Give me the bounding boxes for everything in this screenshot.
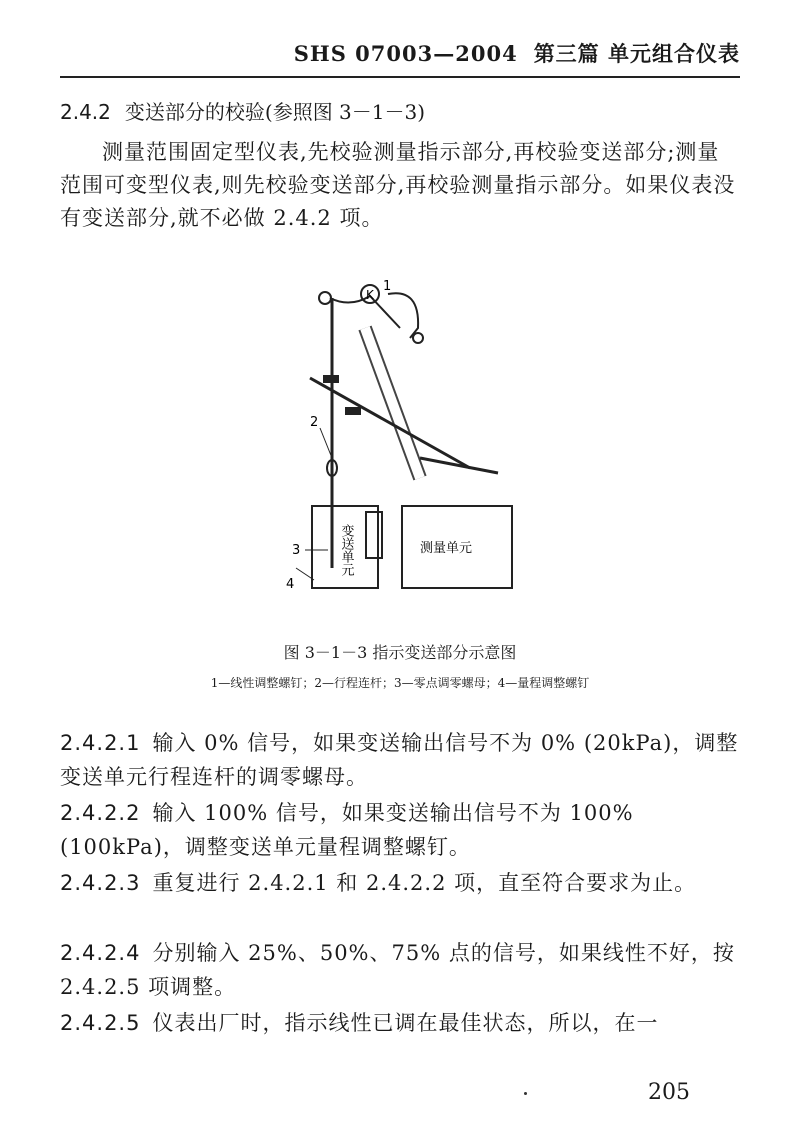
clause-2-4-2-3 xyxy=(60,866,740,900)
clause-number: 2.4.2.2 xyxy=(60,801,141,825)
page-number: 205 xyxy=(648,1080,690,1105)
running-header xyxy=(60,30,740,78)
clause-2-4-2-5 xyxy=(60,1006,740,1040)
label-measure-unit: 测量单元 xyxy=(420,541,473,556)
clause-number: 2.4.2.1 xyxy=(60,731,141,755)
header-section: 第三篇 单元组合仪表 xyxy=(533,41,740,66)
label-1: 1 xyxy=(383,279,392,294)
section-number: 2.4.2 xyxy=(60,100,111,124)
label-3: 3 xyxy=(292,543,301,558)
label-k: K xyxy=(366,288,374,302)
label-transmit-unit: 变送单元 xyxy=(338,524,354,576)
clause-text: 输入 100% 信号，如果变送输出信号不为 100% (100kPa)，调整变送单元量程调整螺钉。 xyxy=(60,801,634,859)
pivot-top-left xyxy=(319,292,331,304)
section-title: 变送部分的校验(参照图 3－1－3) xyxy=(124,100,426,124)
clause-2-4-2-1 xyxy=(60,726,740,794)
clause-2-4-2-4 xyxy=(60,936,740,1004)
mechanism-illustration xyxy=(270,268,530,608)
intro-paragraph: 测量范围固定型仪表,先校验测量指示部分,再校验变送部分;测量范围可变型仪表,则先校验变送部分,再校验测量指示部分。如果仪表没有变送部分,就不必做 2.4.2 项。 xyxy=(60,140,736,230)
right-link xyxy=(388,293,418,338)
label-2: 2 xyxy=(310,415,319,430)
clause-text: 重复进行 2.4.2.1 和 2.4.2.2 项，直至符合要求为止。 xyxy=(152,871,697,895)
stray-mark xyxy=(524,1092,527,1095)
clause-text: 分别输入 25%、50%、75% 点的信号，如果线性不好，按 2.4.2.5 项调整。 xyxy=(60,941,735,999)
label-4: 4 xyxy=(286,577,295,592)
clause-number: 2.4.2.4 xyxy=(60,941,141,965)
clause-number: 2.4.2.5 xyxy=(60,1011,141,1035)
figure-caption: 图 3－1－3 指示变送部分示意图 xyxy=(283,643,517,662)
standard-code: SHS 07003—2004 xyxy=(293,40,518,66)
clause-number: 2.4.2.3 xyxy=(60,871,141,895)
clause-text: 输入 0% 信号，如果变送输出信号不为 0% (20kPa)，调整变送单元行程连杆的调零螺母。 xyxy=(60,731,739,789)
figure-legend: 1—线性调整螺钉；2—行程连杆；3—零点调零螺母；4—量程调整螺钉 xyxy=(210,676,590,690)
section-heading xyxy=(60,96,425,125)
clause-text: 仪表出厂时，指示线性已调在最佳状态，所以，在一 xyxy=(152,1011,659,1035)
clause-2-4-2-2 xyxy=(60,796,740,864)
figure-diagram xyxy=(270,268,530,608)
